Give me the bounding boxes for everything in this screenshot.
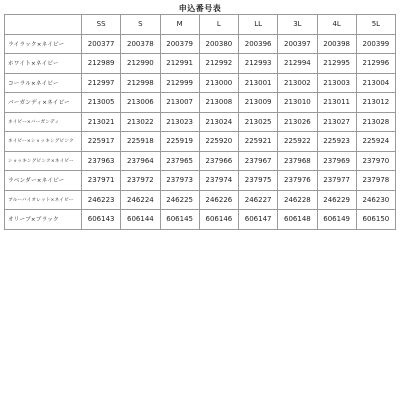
order-number-cell: 213024 bbox=[199, 112, 238, 132]
order-number-cell: 237969 bbox=[317, 151, 356, 171]
order-number-cell: 200380 bbox=[199, 34, 238, 54]
order-number-cell: 246229 bbox=[317, 190, 356, 210]
order-number-cell: 237976 bbox=[278, 171, 317, 191]
color-label: コーラル×ネイビー bbox=[5, 73, 82, 93]
order-number-cell: 213008 bbox=[199, 93, 238, 113]
order-number-cell: 212995 bbox=[317, 54, 356, 74]
order-number-cell: 212994 bbox=[278, 54, 317, 74]
table-title: 申込番号表 bbox=[178, 4, 222, 13]
column-header: SS bbox=[82, 15, 121, 35]
order-number-cell: 246230 bbox=[356, 190, 395, 210]
order-number-cell: 237971 bbox=[82, 171, 121, 191]
table-row bbox=[5, 171, 396, 191]
order-number-cell: 213004 bbox=[356, 73, 395, 93]
order-number-cell: 246227 bbox=[239, 190, 278, 210]
order-number-cell: 225923 bbox=[317, 132, 356, 152]
order-number-cell: 246225 bbox=[160, 190, 199, 210]
color-label: ショッキングピンク×ネイビー bbox=[5, 151, 82, 171]
table-row bbox=[5, 54, 396, 74]
order-number-cell: 237974 bbox=[199, 171, 238, 191]
table-row bbox=[5, 210, 396, 230]
order-number-cell: 606150 bbox=[356, 210, 395, 230]
order-number-cell: 225919 bbox=[160, 132, 199, 152]
column-header: M bbox=[160, 15, 199, 35]
order-number-cell: 606148 bbox=[278, 210, 317, 230]
order-number-cell: 213005 bbox=[82, 93, 121, 113]
table-row bbox=[5, 73, 396, 93]
table-row bbox=[5, 93, 396, 113]
order-number-cell: 237965 bbox=[160, 151, 199, 171]
order-number-cell: 200397 bbox=[278, 34, 317, 54]
order-number-cell: 213002 bbox=[278, 73, 317, 93]
order-number-cell: 213027 bbox=[317, 112, 356, 132]
header-corner-cell bbox=[5, 15, 82, 35]
order-number-cell: 212989 bbox=[82, 54, 121, 74]
order-number-cell: 213007 bbox=[160, 93, 199, 113]
order-number-cell: 237978 bbox=[356, 171, 395, 191]
order-number-cell: 213025 bbox=[239, 112, 278, 132]
order-number-cell: 213021 bbox=[82, 112, 121, 132]
order-number-cell: 212991 bbox=[160, 54, 199, 74]
order-number-cell: 606145 bbox=[160, 210, 199, 230]
order-number-cell: 246224 bbox=[121, 190, 160, 210]
order-number-cell: 237970 bbox=[356, 151, 395, 171]
order-number-cell: 212993 bbox=[239, 54, 278, 74]
color-label: ブルーバイオレット×ネイビー bbox=[5, 190, 82, 210]
column-header: LL bbox=[239, 15, 278, 35]
table-row bbox=[5, 112, 396, 132]
table-row bbox=[5, 151, 396, 171]
header-row bbox=[5, 15, 396, 35]
order-number-cell: 213003 bbox=[317, 73, 356, 93]
order-number-cell: 246223 bbox=[82, 190, 121, 210]
order-number-cell: 225917 bbox=[82, 132, 121, 152]
order-number-cell: 213023 bbox=[160, 112, 199, 132]
table-row bbox=[5, 34, 396, 54]
column-header: 5L bbox=[356, 15, 395, 35]
order-number-cell: 213010 bbox=[278, 93, 317, 113]
order-number-cell: 213012 bbox=[356, 93, 395, 113]
order-number-cell: 213006 bbox=[121, 93, 160, 113]
order-number-cell: 246226 bbox=[199, 190, 238, 210]
order-number-cell: 237975 bbox=[239, 171, 278, 191]
order-number-cell: 606149 bbox=[317, 210, 356, 230]
order-number-cell: 606147 bbox=[239, 210, 278, 230]
order-number-cell: 213026 bbox=[278, 112, 317, 132]
order-number-cell: 237966 bbox=[199, 151, 238, 171]
order-number-cell: 213022 bbox=[121, 112, 160, 132]
order-number-cell: 212992 bbox=[199, 54, 238, 74]
color-label: オリーブ×ブラック bbox=[5, 210, 82, 230]
order-number-cell: 237963 bbox=[82, 151, 121, 171]
order-number-cell: 213001 bbox=[239, 73, 278, 93]
order-number-cell: 212996 bbox=[356, 54, 395, 74]
color-label: ホワイト×ネイビー bbox=[5, 54, 82, 74]
order-number-cell: 237972 bbox=[121, 171, 160, 191]
table-body bbox=[5, 34, 396, 229]
color-label: ネイビー×バーガンディ bbox=[5, 112, 82, 132]
order-number-cell: 200398 bbox=[317, 34, 356, 54]
column-header: 4L bbox=[317, 15, 356, 35]
order-number-cell: 225922 bbox=[278, 132, 317, 152]
order-number-cell: 237967 bbox=[239, 151, 278, 171]
order-number-cell: 237968 bbox=[278, 151, 317, 171]
color-label: ネイビー×ショッキングピンク bbox=[5, 132, 82, 152]
order-number-cell: 246228 bbox=[278, 190, 317, 210]
column-header: L bbox=[199, 15, 238, 35]
order-number-cell: 213000 bbox=[199, 73, 238, 93]
order-number-cell: 212998 bbox=[121, 73, 160, 93]
order-number-cell: 237964 bbox=[121, 151, 160, 171]
color-label: ライラック×ネイビー bbox=[5, 34, 82, 54]
order-number-cell: 225924 bbox=[356, 132, 395, 152]
order-number-table bbox=[4, 14, 396, 230]
column-header: 3L bbox=[278, 15, 317, 35]
order-number-cell: 606146 bbox=[199, 210, 238, 230]
order-number-cell: 225921 bbox=[239, 132, 278, 152]
order-number-cell: 212999 bbox=[160, 73, 199, 93]
order-number-cell: 213011 bbox=[317, 93, 356, 113]
order-number-cell: 200379 bbox=[160, 34, 199, 54]
order-number-cell: 606144 bbox=[121, 210, 160, 230]
order-number-cell: 200396 bbox=[239, 34, 278, 54]
order-number-cell: 212990 bbox=[121, 54, 160, 74]
order-number-cell: 200399 bbox=[356, 34, 395, 54]
order-number-cell: 213009 bbox=[239, 93, 278, 113]
order-number-cell: 200378 bbox=[121, 34, 160, 54]
order-number-cell: 225918 bbox=[121, 132, 160, 152]
color-label: バーガンディ×ネイビー bbox=[5, 93, 82, 113]
table-row bbox=[5, 190, 396, 210]
column-header: S bbox=[121, 15, 160, 35]
color-label: ラベンダー×ネイビー bbox=[5, 171, 82, 191]
order-number-cell: 606143 bbox=[82, 210, 121, 230]
order-number-cell: 237977 bbox=[317, 171, 356, 191]
order-number-cell: 225920 bbox=[199, 132, 238, 152]
order-number-cell: 237973 bbox=[160, 171, 199, 191]
order-number-cell: 212997 bbox=[82, 73, 121, 93]
order-number-cell: 200377 bbox=[82, 34, 121, 54]
table-row bbox=[5, 132, 396, 152]
order-number-cell: 213028 bbox=[356, 112, 395, 132]
